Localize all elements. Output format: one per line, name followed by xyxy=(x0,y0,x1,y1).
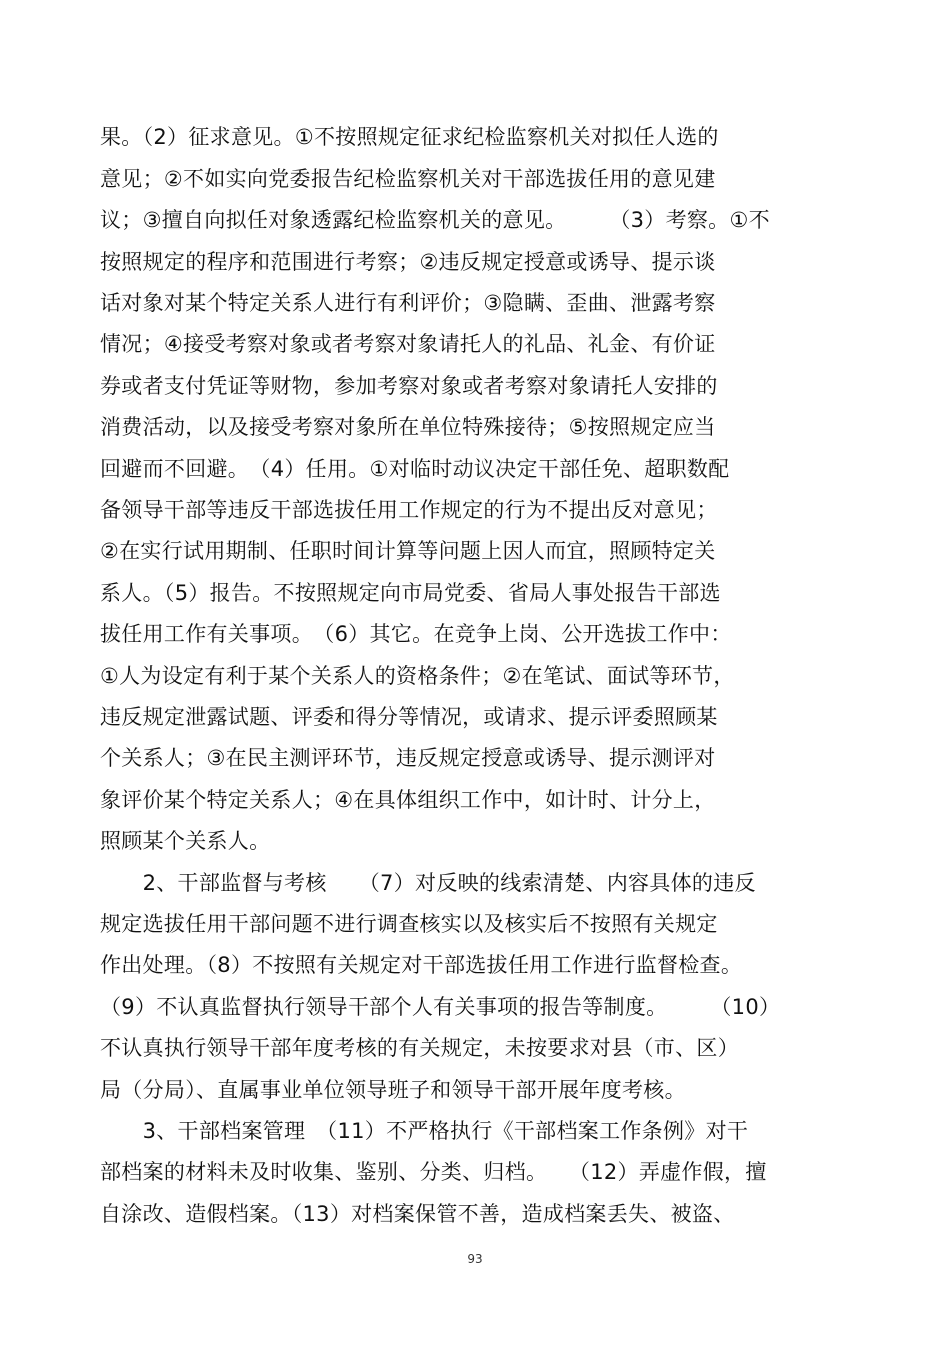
text-line: 按照规定的程序和范围进行考察；②违反规定授意或诱导、提示谈 xyxy=(100,250,716,274)
text-line: 意见；②不如实向党委报告纪检监察机关对干部选拔任用的意见建 xyxy=(100,167,716,191)
text-line: 象评价某个特定关系人；④在具体组织工作中，如计时、计分上， xyxy=(100,788,716,812)
text-line: 部档案的材料未及时收集、鉴别、分类、归档。 （12）弄虚作假，擅 xyxy=(100,1160,767,1184)
text-line: 违反规定泄露试题、评委和得分等情况，或请求、提示评委照顾某 xyxy=(100,705,718,729)
text-line: 作出处理。（8）不按照有关规定对干部选拔任用工作进行监督检查。 xyxy=(100,953,743,977)
text-line: 规定选拔任用干部问题不进行调查核实以及核实后不按照有关规定 xyxy=(100,912,718,936)
text-line: 拔任用工作有关事项。 （6）其它。在竞争上岗、公开选拔工作中： xyxy=(100,622,732,646)
text-line: 自涂改、造假档案。（13）对档案保管不善，造成档案丢失、被盗、 xyxy=(100,1202,735,1226)
text-line: 议；③擅自向拟任对象透露纪检监察机关的意见。 （3）考察。①不 xyxy=(100,208,770,232)
text-line: 券或者支付凭证等财物，参加考察对象或者考察对象请托人安排的 xyxy=(100,374,718,398)
text-line: 果。（2）征求意见。①不按照规定征求纪检监察机关对拟任人选的 xyxy=(100,125,719,149)
text-line: ①人为设定有利于某个关系人的资格条件；②在笔试、面试等环节， xyxy=(100,664,735,688)
section-heading-line: 3、干部档案管理 （11）不严格执行《干部档案工作条例》对干 xyxy=(100,1119,749,1143)
text-line: 话对象对某个特定关系人进行有利评价；③隐瞒、歪曲、泄露考察 xyxy=(100,291,716,315)
text-line: 系人。（5）报告。不按照规定向市局党委、省局人事处报告干部选 xyxy=(100,581,721,605)
text-line: 消费活动，以及接受考察对象所在单位特殊接待；⑤按照规定应当 xyxy=(100,415,716,439)
text-line: 备领导干部等违反干部选拔任用工作规定的行为不提出反对意见； xyxy=(100,498,718,522)
text-line: 照顾某个关系人。 xyxy=(100,829,271,853)
text-line: 情况；④接受考察对象或者考察对象请托人的礼品、礼金、有价证 xyxy=(100,332,716,356)
section-heading-line: 2、干部监督与考核 （7）对反映的线索清楚、内容具体的违反 xyxy=(100,871,756,895)
page-number: 93 xyxy=(467,1252,483,1266)
text-line: 不认真执行领导干部年度考核的有关规定，未按要求对县（市、区） xyxy=(100,1036,739,1060)
text-line: （9）不认真监督执行领导干部个人有关事项的报告等制度。 （10） xyxy=(100,995,781,1019)
text-line: ②在实行试用期制、任职时间计算等问题上因人而宜，照顾特定关 xyxy=(100,539,716,563)
text-line: 回避而不回避。 （4）任用。①对临时动议决定干部任免、超职数配 xyxy=(100,457,730,481)
text-line: 个关系人；③在民主测评环节，违反规定授意或诱导、提示测评对 xyxy=(100,746,716,770)
text-line: 局（分局）、直属事业单位领导班子和领导干部开展年度考核。 xyxy=(100,1078,686,1102)
